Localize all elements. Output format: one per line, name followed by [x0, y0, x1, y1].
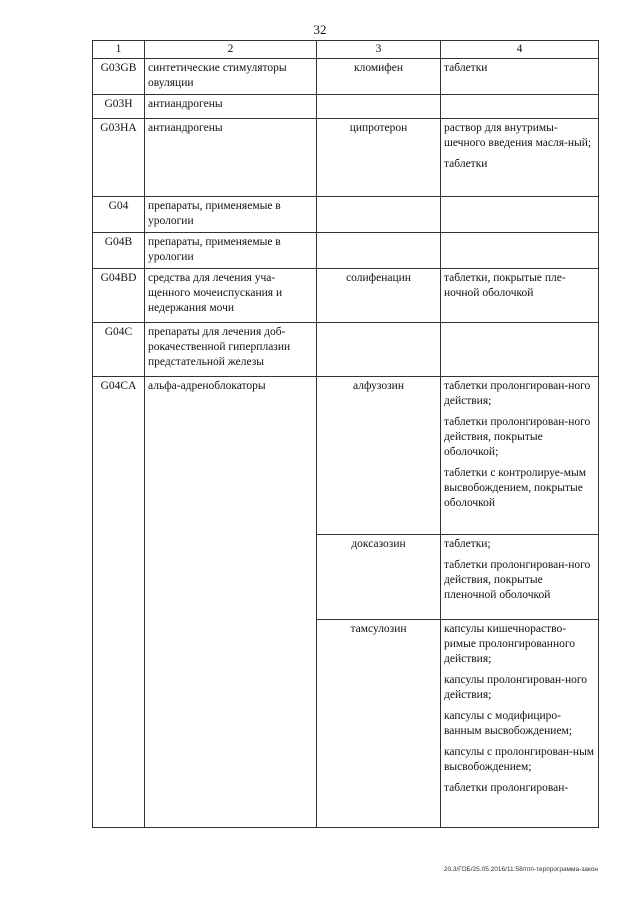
table-row [93, 269, 599, 323]
dosage-form: таблетки; [444, 538, 491, 550]
drug-name [317, 323, 441, 377]
atc-code: G04B [93, 233, 145, 269]
group-name: антиандрогены [145, 119, 317, 197]
drug-name [317, 95, 441, 119]
group-name: препараты, применяемые в урологии [145, 233, 317, 269]
table-row [93, 323, 599, 377]
dosage-form: таблетки с контролируе-мым высвобождением, покрытые оболочкой [444, 467, 587, 509]
atc-code: G03H [93, 95, 145, 119]
drug-name: тамсулозин [317, 620, 441, 828]
atc-code: G04CA [93, 377, 145, 828]
dosage-form: таблетки [444, 158, 488, 170]
dosage-forms [441, 269, 599, 323]
dosage-forms [441, 197, 599, 233]
header-col-2: 2 [145, 41, 317, 59]
drug-table [92, 40, 599, 828]
drug-name: кломифен [317, 59, 441, 95]
table-row [93, 119, 599, 197]
group-name: синтетические стимуляторы овуляции [145, 59, 317, 95]
drug-name: алфузозин [317, 377, 441, 535]
document-footer-stamp: 20.3/ГОБ/25.05.2016/11:58/гпп-терпрограмма-закон [443, 866, 598, 873]
atc-code: G04C [93, 323, 145, 377]
dosage-forms [441, 233, 599, 269]
header-col-1: 1 [93, 41, 145, 59]
atc-code: G03HA [93, 119, 145, 197]
group-name: альфа-адреноблокаторы [145, 377, 317, 828]
dosage-forms [441, 377, 599, 535]
dosage-forms [441, 95, 599, 119]
dosage-form: капсулы кишечнораство-римые пролонгированного действия; [444, 623, 576, 665]
drug-name: солифенацин [317, 269, 441, 323]
dosage-form: раствор для внутримы-шечного введения масля-ный; [444, 122, 592, 149]
group-name: препараты для лечения доб-рокачественной гиперплазии предстательной железы [145, 323, 317, 377]
drug-name: доксазозин [317, 535, 441, 620]
table-row [93, 233, 599, 269]
group-name: средства для лечения уча-щенного мочеиспускания и недержания мочи [145, 269, 317, 323]
dosage-form: таблетки, покрытые пле-ночной оболочкой [444, 272, 566, 299]
dosage-form: капсулы пролонгирован-ного действия; [444, 674, 588, 701]
dosage-form: капсулы с модифициро-ванным высвобождением; [444, 710, 573, 737]
dosage-forms [441, 119, 599, 197]
drug-name: ципротерон [317, 119, 441, 197]
dosage-forms [441, 59, 599, 95]
drug-name [317, 233, 441, 269]
dosage-form: таблетки пролонгирован-ного действия, покрытые пленочной оболочкой [444, 559, 591, 601]
dosage-form: таблетки пролонгирован-ного действия, покрытые оболочкой; [444, 416, 591, 458]
page-number: 32 [313, 22, 327, 37]
group-name: антиандрогены [145, 95, 317, 119]
dosage-forms [441, 323, 599, 377]
atc-code: G04 [93, 197, 145, 233]
table-header-row [93, 41, 599, 59]
atc-code: G04BD [93, 269, 145, 323]
table-row [93, 377, 599, 535]
atc-code: G03GB [93, 59, 145, 95]
dosage-form: таблетки [444, 62, 488, 74]
dosage-form: таблетки пролонгирован-ного действия; [444, 380, 591, 407]
drug-name [317, 197, 441, 233]
dosage-forms [441, 620, 599, 828]
dosage-form: капсулы с пролонгирован-ным высвобождением; [444, 746, 595, 773]
header-col-4: 4 [441, 41, 599, 59]
table-row [93, 95, 599, 119]
dosage-forms [441, 535, 599, 620]
table-row [93, 59, 599, 95]
header-col-3: 3 [317, 41, 441, 59]
dosage-form: таблетки пролонгирован- [444, 782, 569, 794]
table-row [93, 197, 599, 233]
group-name: препараты, применяемые в урологии [145, 197, 317, 233]
